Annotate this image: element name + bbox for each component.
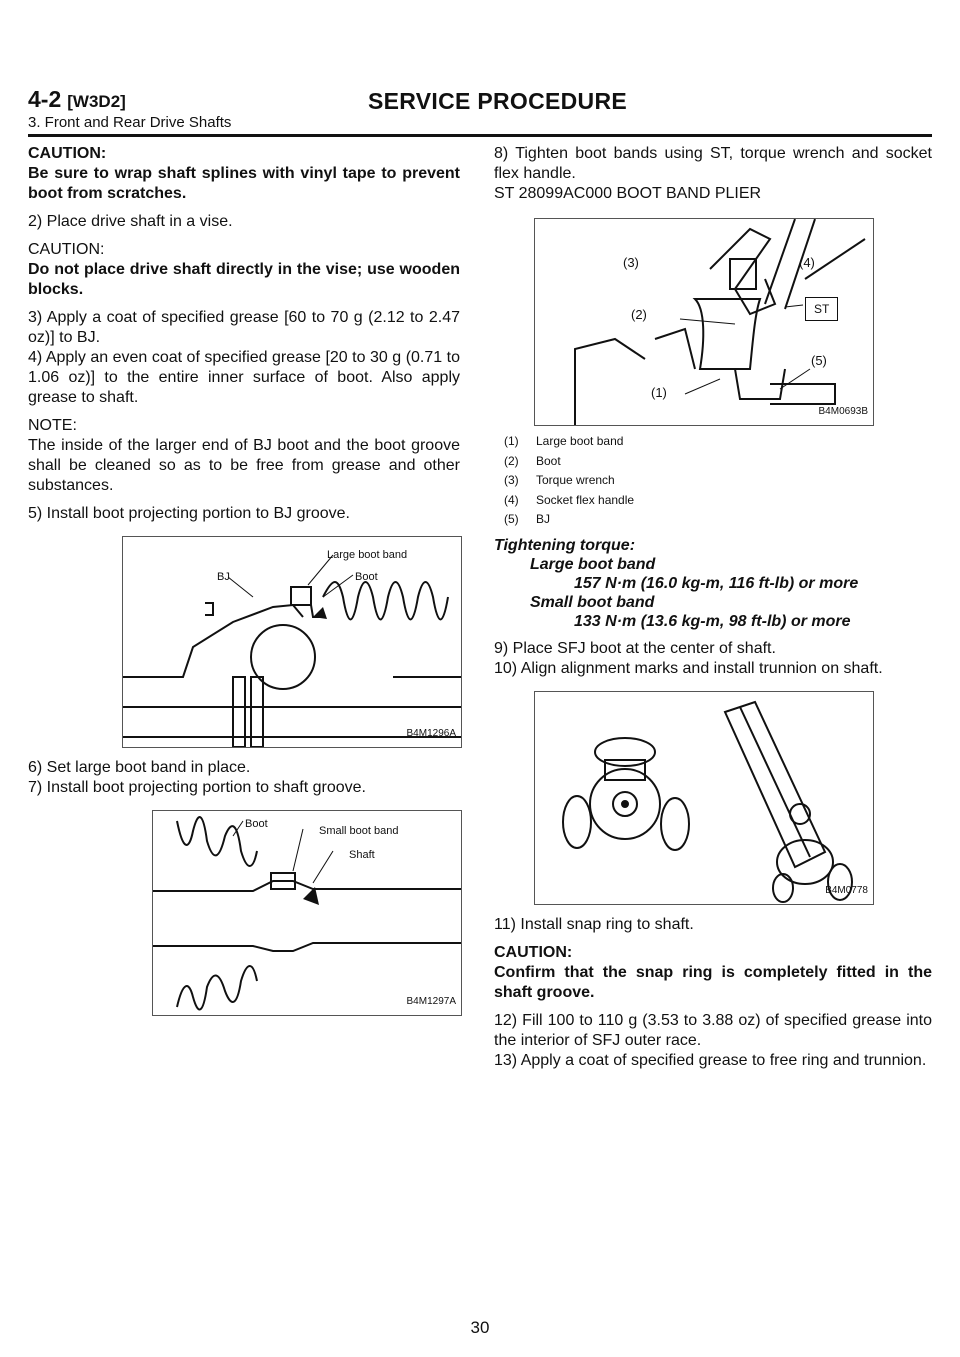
torque-value: 133 N·m (13.6 kg-m, 98 ft-lb) or more: [574, 612, 851, 630]
header-rule: [28, 134, 932, 137]
figure-id: B4M0778: [825, 884, 868, 896]
figure-id: B4M0693B: [818, 406, 868, 417]
step-8: 8) Tighten boot bands using ST, torque wrench and socket flex handle.: [494, 145, 932, 182]
step-9: 9) Place SFJ boot at the center of shaft.: [494, 639, 776, 657]
legend-item: (1) Large boot band: [504, 434, 624, 448]
step-2: 2) Place drive shaft in a vise.: [28, 213, 233, 230]
bj-boot-illustration: [123, 537, 461, 747]
label-boot: Boot: [245, 818, 268, 830]
label-large-boot-band: Large boot band: [327, 549, 408, 561]
torque-label: Small boot band: [530, 593, 655, 611]
figure-id: B4M1296A: [406, 728, 456, 739]
legend-item: (2) Boot: [504, 453, 561, 468]
step-6: 6) Set large boot band in place.: [28, 759, 251, 776]
st-line: ST 28099AC000 BOOT BAND PLIER: [494, 185, 762, 202]
step-10: 10) Align alignment marks and install trunnion on shaft.: [494, 659, 883, 677]
callout-3: (3): [623, 255, 639, 270]
boot-band-plier-illustration: [535, 219, 873, 425]
figure-shaft-boot: [152, 810, 462, 1016]
callout-4: (4): [799, 255, 815, 270]
step-13: 13) Apply a coat of specified grease to free ring and trunnion.: [494, 1051, 927, 1069]
figure-id: B4M1297A: [406, 996, 456, 1007]
torque-value: 157 N·m (16.0 kg-m, 116 ft-lb) or more: [574, 574, 859, 592]
caution-heading: CAUTION:: [28, 241, 105, 258]
caution-text: Confirm that the snap ring is completely fitted in the shaft groove.: [494, 963, 932, 1001]
right-column: [494, 144, 932, 1079]
legend-item: (5) BJ: [504, 512, 551, 526]
figure-trunnion: [534, 691, 874, 905]
tightening-torque-block: [494, 536, 932, 631]
step-3: 3) Apply a coat of specified grease [60 to 70 g (2.12 to 2.47 oz)] to BJ.: [28, 309, 460, 346]
step-7: 7) Install boot projecting portion to shaft groove.: [28, 779, 366, 796]
left-column: [28, 144, 460, 1016]
step-5: 5) Install boot projecting portion to BJ groove.: [28, 505, 350, 522]
legend-item: (3) Torque wrench: [504, 473, 615, 487]
section-id: 4-2: [28, 86, 62, 112]
page-subtitle: 3. Front and Rear Drive Shafts: [28, 114, 232, 131]
page-number: 30: [470, 1318, 490, 1337]
torque-heading: Tightening torque:: [494, 536, 636, 554]
label-boot: Boot: [355, 571, 378, 583]
step-12: 12) Fill 100 to 110 g (3.53 to 3.88 oz) of specified grease into the interior of SFJ outer race.: [494, 1011, 932, 1049]
shaft-boot-illustration: [153, 811, 461, 1015]
caution-text: Do not place drive shaft directly in the vise; use wooden blocks.: [28, 261, 460, 298]
step-11: 11) Install snap ring to shaft.: [494, 915, 694, 933]
figure-bj-boot: [122, 536, 462, 748]
caution-heading: CAUTION:: [28, 145, 107, 162]
note-text: The inside of the larger end of BJ boot and the boot groove shall be cleaned so as to be free from grease and other substances.: [28, 437, 460, 494]
step-4: 4) Apply an even coat of specified grease [20 to 30 g (0.71 to 1.06 oz)] to the entire inner surface of boot. Also apply grease to shaft.: [28, 349, 460, 406]
callout-5: (5): [811, 353, 827, 368]
label-small-boot-band: Small boot band: [319, 825, 399, 837]
trunnion-illustration: [535, 692, 873, 904]
caution-heading: CAUTION:: [494, 943, 573, 961]
label-bj: BJ: [217, 571, 230, 583]
label-shaft: Shaft: [349, 849, 375, 861]
caution-text: Be sure to wrap shaft splines with vinyl tape to prevent boot from scratches.: [28, 165, 460, 202]
section-number: [28, 86, 126, 113]
torque-label: Large boot band: [530, 555, 656, 573]
section-code: [W3D2]: [67, 92, 126, 111]
legend-item: (4) Socket flex handle: [504, 492, 635, 507]
page-title: SERVICE PROCEDURE: [368, 88, 628, 114]
note-heading: NOTE:: [28, 417, 77, 434]
figure-legend: [504, 432, 932, 530]
callout-st: ST: [805, 297, 838, 321]
callout-1: (1): [651, 385, 667, 400]
callout-2: (2): [631, 307, 647, 322]
figure-boot-band-plier: [534, 218, 874, 426]
